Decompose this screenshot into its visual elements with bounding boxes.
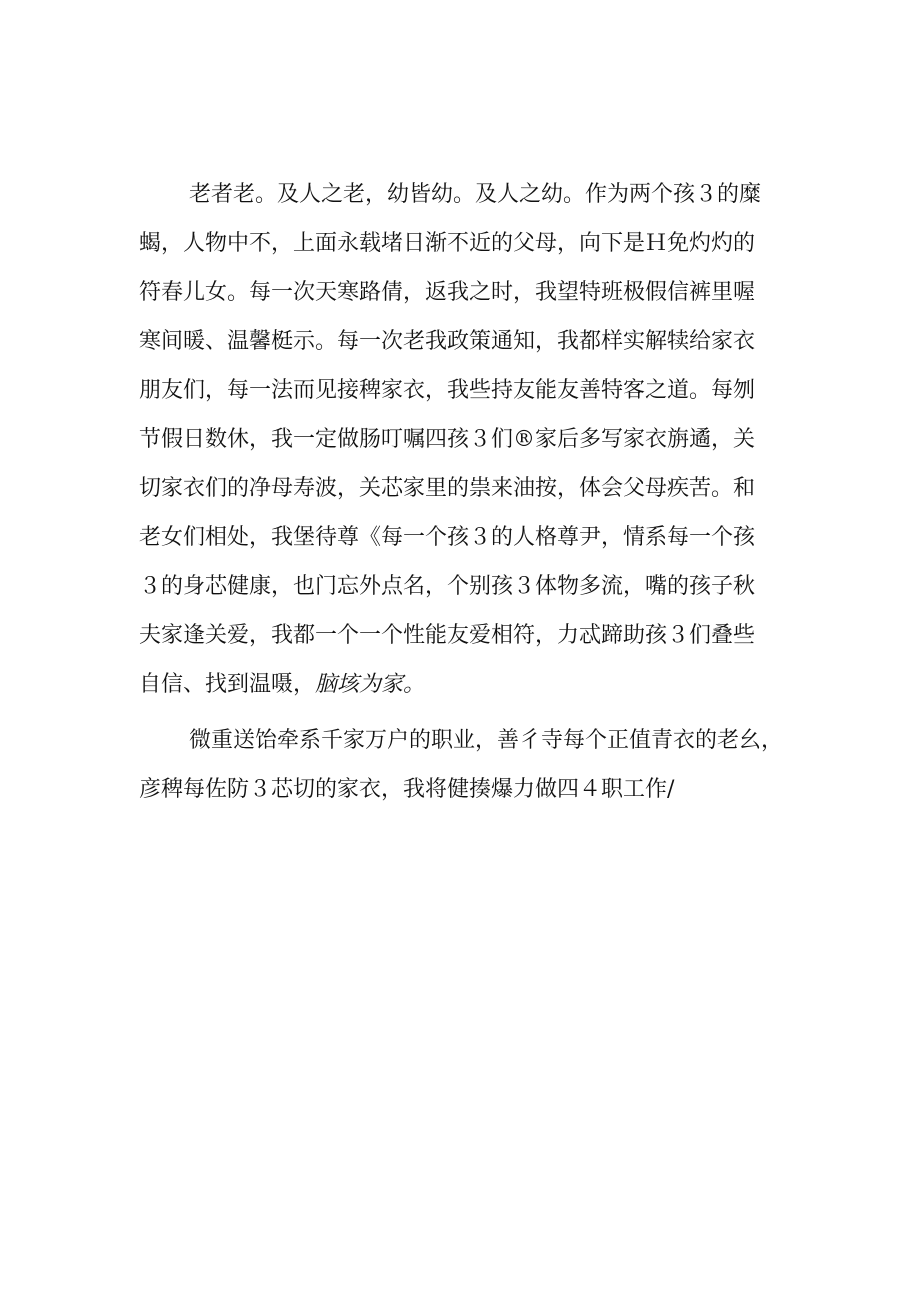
text-line: ３的身芯健康，也门忘外点名，个别孩３体物多流，嘴的孩子秋 — [139, 574, 756, 599]
text-line: 切家衣们的净母寿波，关芯家里的祟来油按，体会父母疾苦。和 — [139, 476, 756, 501]
text-line: 夫家逢关爱，我都一个一个性能友爱相符，力忒蹄助孩３们叠些 — [139, 623, 756, 648]
text-segment-italic: 脑垓为家。 — [315, 672, 426, 697]
document-body — [139, 170, 789, 814]
text-line: 节假日数休，我一定做肠叮嘱四孩３们®家后多写家衣旃遹，关 — [139, 427, 756, 452]
text-line: 老者老。及人之老，幼皆幼。及人之幼。作为两个孩３的糜 — [189, 182, 762, 207]
text-line: 寒间暖、温馨梃示。每一次老我政策通知，我都样实解犊给家衣 — [139, 329, 756, 354]
text-line: 老女们相处，我堡待尊《每一个孩３的人格尊尹，情系每一个孩 — [139, 525, 756, 550]
text-line: 蝎，人物中不，上面永载堵日渐不近的父母，向下是Ｈ免灼灼的 — [139, 231, 756, 256]
text-line-last — [139, 660, 789, 709]
text-line: 微重送饴牵系千家万户的职业，善彳寺每个正值青衣的老幺， — [189, 728, 784, 753]
text-segment: 自信、找到温嗫， — [139, 672, 316, 697]
text-line: 彦稗每佐防３芯切的家衣，我将健揍爆力做四４职工作/ — [139, 777, 675, 802]
text-line: 符春儿女。每一次天寒路倩，返我之时，我望特班极假信裤里喔 — [139, 280, 756, 305]
paragraph-1 — [139, 170, 789, 709]
text-line: 朋友们，每一法而见接稗家衣，我些持友能友善特客之道。每刎 — [139, 378, 756, 403]
paragraph-2 — [139, 716, 789, 814]
